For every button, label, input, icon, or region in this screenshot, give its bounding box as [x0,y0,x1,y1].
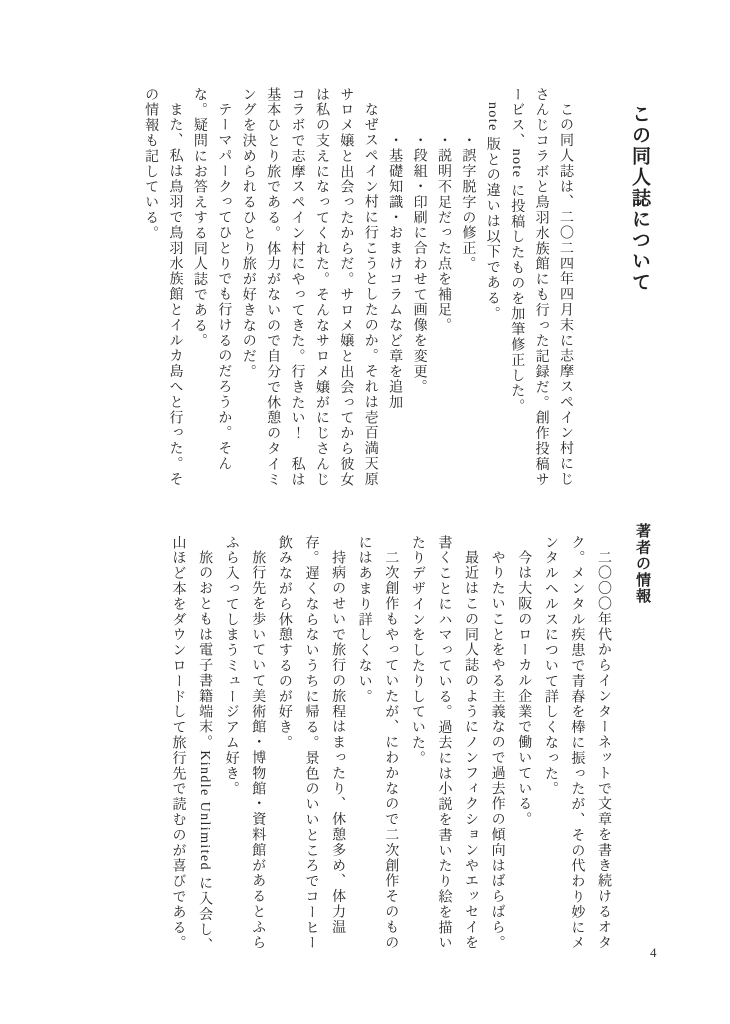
paragraph: テーマパークってひとりでも行けるのだろうか。そんな。疑問にお答えする同人誌である。 [191,87,232,472]
paragraph: やりたいことをやる主義なので過去作の傾向はばらばら。 [489,550,505,951]
page-number: 4 [650,945,657,960]
paragraph: ・段組・印刷に合わせて画像を変更。 [411,133,427,395]
paragraph: 旅のおともは電子書籍端末。Kindle Unlimited に入会し、山ほど本をダウンロードして旅行先で読むのが喜びである。 [170,535,213,953]
paragraph: 最近はこの同人誌のようにノンフィクションやエッセイを書くことにハマっている。過去には小説を書いたり絵を描いたりデザインをしたりしていた。 [409,535,479,951]
paragraph: この同人誌は、二〇二四年四月末に志摩スペイン村にじさんじコラボと鳥羽水族館にも行った記録だ。創作投稿サービス、note に投稿したものを加筆修正した。 [509,87,573,488]
paragraph: 二次創作もやっていたが、にわかなので二次創作そのものにはあまり詳しくない。 [356,535,399,951]
section-body [138,87,577,499]
section-title: この同人誌について [629,104,650,293]
paragraph: ・基礎知識・おまけコラムなど章を追加 [387,133,403,411]
section-about-doujinshi [138,87,653,499]
paragraph: ・説明不足だった点を補足。 [435,133,451,334]
paragraph: また、私は鳥羽で鳥羽水族館とイルカ島へと行った。その情報も記している。 [143,87,183,487]
paragraph: note 版との違いは以下である。 [484,102,500,322]
paragraph: 今は大阪のローカル企業で働いている。 [516,550,532,828]
paragraph: 二〇〇〇年代からインターネットで文章を書き続けるオタク。メンタル疾患で青春を棒に振ったが、その代わり妙にメンタルヘルスについて詳しくなった。 [542,535,611,951]
section-body [164,523,616,959]
section-title: 著者の情報 [634,523,651,604]
section-author-info [164,523,653,959]
paragraph: ・誤字脱字の修正。 [460,133,476,272]
paragraph: 持病のせいで旅行の旅程はまったり、休憩多め、体力温存。遅くならないうちに帰る。景色のいいところでコーヒー飲みながら休憩するのが好き。 [276,535,346,951]
paragraph: 旅行先を歩いていて美術館・博物館・資料館があるとふらふら入ってしまうミュージアム好き。 [223,535,266,951]
paragraph: なぜスペイン村に行こうとしたのか。それは壱百満天原サロメ嬢と出会ったからだ。サロメ嬢と出会ってから彼女は私の支えになってくれた。そんなサロメ嬢がにじさんじコラボで志摩スペイン村にやってきた。行きたい！ 私は基本ひとり旅である。体力がないので自分で休憩のタイミングを決められるひとり旅が好きなのだ。 [240,87,378,488]
